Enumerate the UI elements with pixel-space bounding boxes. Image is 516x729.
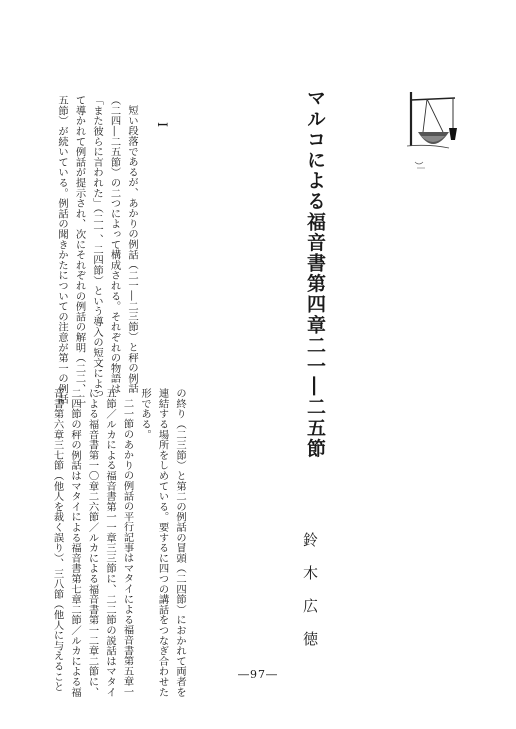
- author-name: 鈴木広徳: [301, 532, 319, 664]
- body-line: 短い段落であるが、あかりの例話（二一―二三節）と秤の例話: [126, 105, 138, 394]
- page-title: マルコによる福音書第四章二一―二五節: [304, 88, 326, 459]
- body-line: 二四節の秤の例話はマタイによる福音書第七章二節／ルカによる福: [69, 388, 81, 697]
- body-column-upper: [56, 95, 140, 404]
- body-line: 「また彼らに言われた」（二一、二四節）という導入の短文によっ: [91, 95, 103, 399]
- balance-scales-illustration: [405, 86, 465, 174]
- body-line: 五節／ルカによる福音書第一一章三三節に、二二節の説話はマタイ: [104, 388, 116, 697]
- section-number: I: [154, 122, 169, 128]
- body-line: 五節）が続いている。例話の聞きかたについての注意が第一の例話: [56, 95, 68, 404]
- body-line: 連結する場所をしめている。要するに四つの講話をつなぎ合わせた: [156, 388, 169, 697]
- body-line: 二一節のあかりの例話の平行記事はマタイによる福音書第五章一: [121, 398, 134, 697]
- body-line: て導かれて例話が提示され、次にそれぞれの例話の解明（二二、二: [73, 95, 86, 404]
- body-line: （二四―二五節）の二つによって構成される。それぞれの物語は: [108, 95, 121, 394]
- body-line: 形である。: [139, 388, 151, 440]
- body-column-lower: [51, 388, 188, 697]
- page-number: ―97―: [238, 668, 278, 681]
- body-line: 音書第六章三七節（他人を裁く誤り）、三八節（他人に与えること: [51, 388, 64, 692]
- body-line: の終り（二三節）と第二の例話の冒頭（二四節）におかれて両者を: [174, 388, 186, 697]
- body-line: による福音書第一〇章二六節／ルカによる福音書第一二章二節に、: [86, 388, 99, 697]
